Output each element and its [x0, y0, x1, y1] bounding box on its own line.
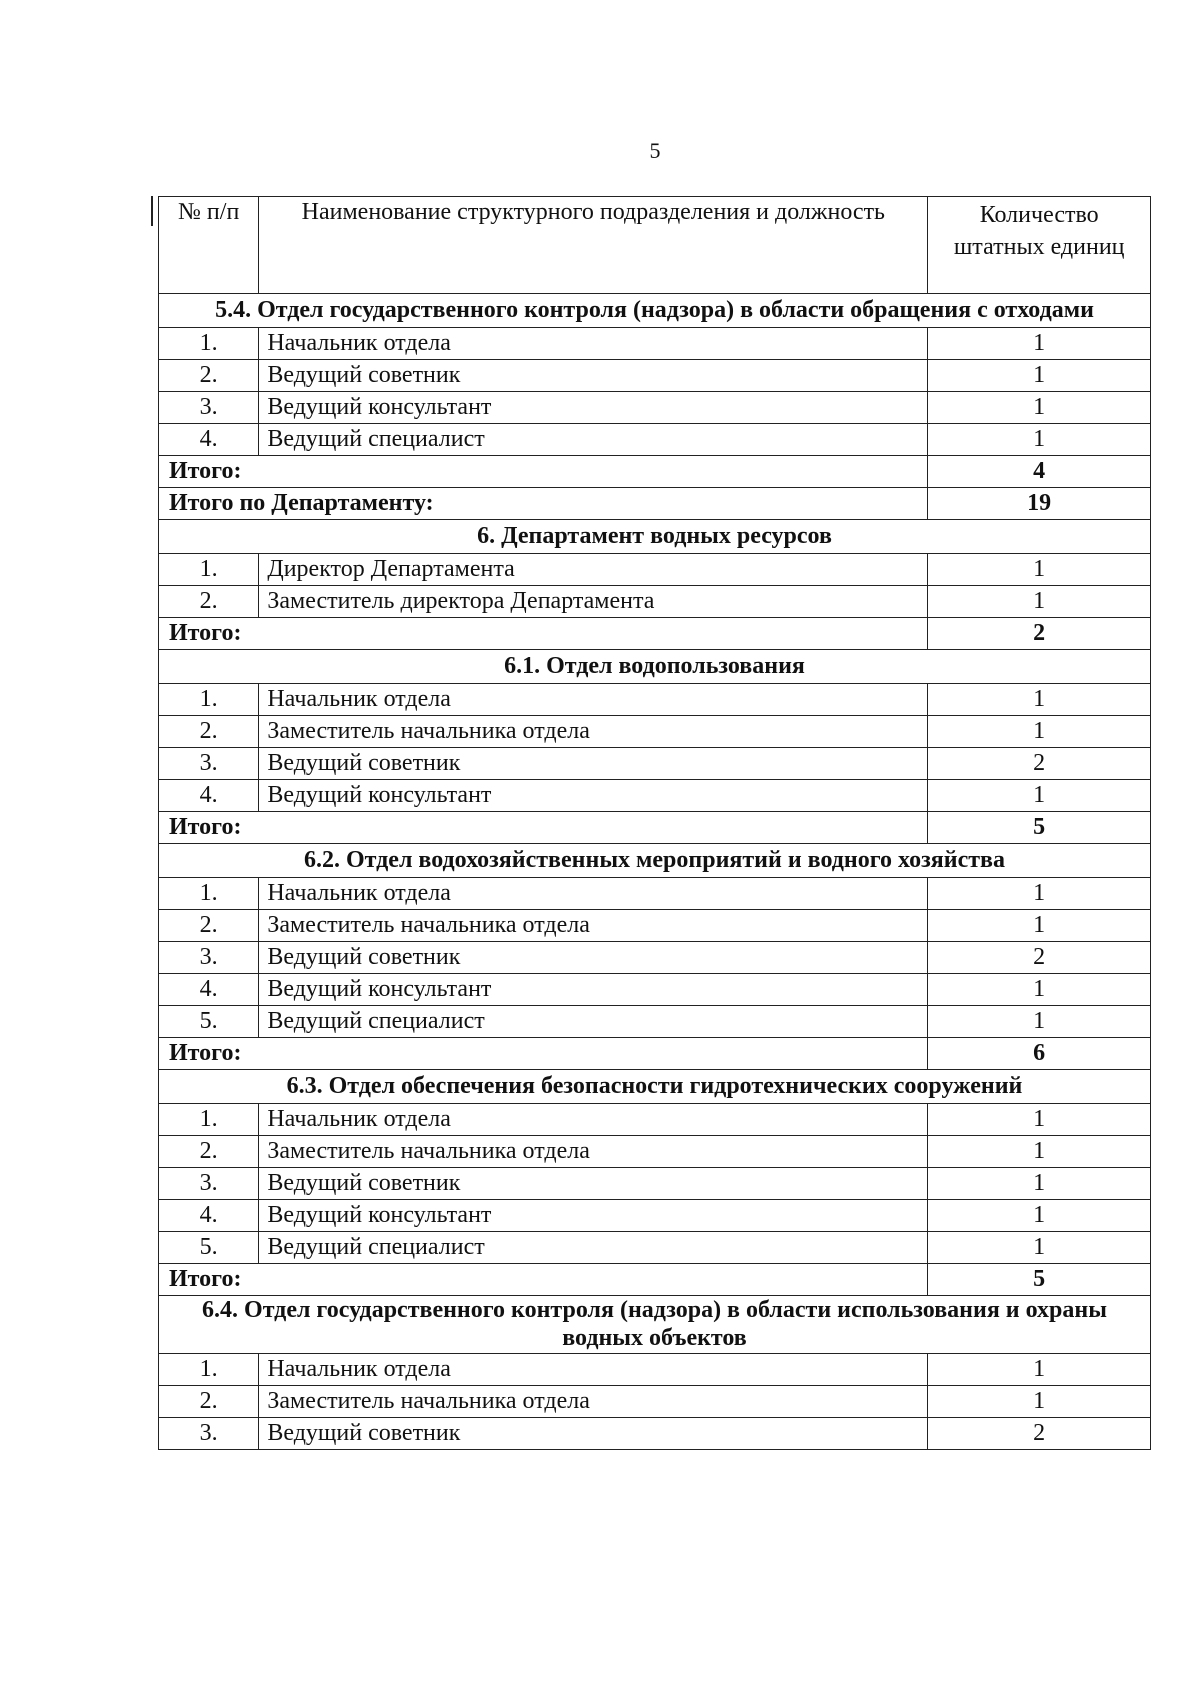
table-row: [159, 554, 1151, 586]
table-body: [159, 294, 1151, 1450]
row-number: 2.: [159, 1386, 259, 1418]
table-row: [159, 716, 1151, 748]
staff-count: 1: [928, 328, 1151, 360]
position-name: Начальник отдела: [259, 1354, 928, 1386]
row-number: 4.: [159, 974, 259, 1006]
header-number: № п/п: [159, 197, 259, 294]
section-heading-row: [159, 520, 1151, 554]
position-name: Ведущий советник: [259, 1418, 928, 1450]
position-name: Заместитель начальника отдела: [259, 910, 928, 942]
section-heading-row: [159, 294, 1151, 328]
total-count: 4: [928, 456, 1151, 488]
table-row: [159, 328, 1151, 360]
section-heading: 6. Департамент водных ресурсов: [159, 520, 1151, 554]
total-count: 2: [928, 618, 1151, 650]
staff-count: 1: [928, 586, 1151, 618]
row-number: 4.: [159, 1200, 259, 1232]
table-row: [159, 878, 1151, 910]
margin-mark: [151, 196, 153, 226]
row-number: 1.: [159, 1104, 259, 1136]
row-number: 2.: [159, 1136, 259, 1168]
table-row: [159, 974, 1151, 1006]
position-name: Начальник отдела: [259, 328, 928, 360]
staff-count: 1: [928, 360, 1151, 392]
table-row: [159, 748, 1151, 780]
table-row: [159, 684, 1151, 716]
row-number: 3.: [159, 1168, 259, 1200]
row-number: 1.: [159, 684, 259, 716]
position-name: Ведущий консультант: [259, 392, 928, 424]
table-row: [159, 1354, 1151, 1386]
table-row: [159, 1136, 1151, 1168]
total-row: [159, 1038, 1151, 1070]
staff-count: 2: [928, 1418, 1151, 1450]
staff-count: 1: [928, 684, 1151, 716]
position-name: Заместитель начальника отдела: [259, 1386, 928, 1418]
section-heading-row: [159, 1296, 1151, 1354]
total-row: [159, 456, 1151, 488]
position-name: Ведущий советник: [259, 748, 928, 780]
table-row: [159, 1168, 1151, 1200]
total-label: Итого:: [159, 456, 928, 488]
staff-count: 1: [928, 716, 1151, 748]
table-row: [159, 1006, 1151, 1038]
staff-count: 1: [928, 910, 1151, 942]
staff-count: 1: [928, 974, 1151, 1006]
total-label: Итого:: [159, 1264, 928, 1296]
row-number: 1.: [159, 878, 259, 910]
position-name: Директор Департамента: [259, 554, 928, 586]
section-heading: 6.3. Отдел обеспечения безопасности гидротехнических сооружений: [159, 1070, 1151, 1104]
table-row: [159, 392, 1151, 424]
header-quantity: Количество штатных единиц: [928, 197, 1151, 294]
header-name: Наименование структурного подразделения и должность: [259, 197, 928, 294]
row-number: 5.: [159, 1006, 259, 1038]
staff-count: 1: [928, 1354, 1151, 1386]
section-heading-row: [159, 844, 1151, 878]
row-number: 4.: [159, 780, 259, 812]
table-row: [159, 360, 1151, 392]
position-name: Ведущий специалист: [259, 424, 928, 456]
page-number: 5: [649, 138, 661, 163]
staff-count: 1: [928, 1386, 1151, 1418]
staff-count: 1: [928, 554, 1151, 586]
staffing-table: [158, 196, 1151, 1450]
position-name: Заместитель начальника отдела: [259, 716, 928, 748]
total-count: 5: [928, 812, 1151, 844]
total-row: [159, 1264, 1151, 1296]
position-name: Ведущий специалист: [259, 1006, 928, 1038]
staff-count: 1: [928, 392, 1151, 424]
total-row: [159, 812, 1151, 844]
staff-count: 1: [928, 424, 1151, 456]
staff-count: 1: [928, 1232, 1151, 1264]
table-row: [159, 1418, 1151, 1450]
row-number: 3.: [159, 1418, 259, 1450]
total-count: 6: [928, 1038, 1151, 1070]
position-name: Начальник отдела: [259, 1104, 928, 1136]
section-heading: 6.2. Отдел водохозяйственных мероприятий и водного хозяйства: [159, 844, 1151, 878]
row-number: 2.: [159, 360, 259, 392]
row-number: 1.: [159, 554, 259, 586]
staff-count: 1: [928, 878, 1151, 910]
total-label: Итого:: [159, 812, 928, 844]
section-heading: 6.4. Отдел государственного контроля (надзора) в области использования и охраны водных объектов: [159, 1296, 1151, 1354]
staff-count: 1: [928, 1200, 1151, 1232]
table-row: [159, 780, 1151, 812]
total-count: 19: [928, 488, 1151, 520]
total-count: 5: [928, 1264, 1151, 1296]
table-row: [159, 910, 1151, 942]
total-label: Итого:: [159, 618, 928, 650]
total-row: [159, 488, 1151, 520]
position-name: Ведущий советник: [259, 360, 928, 392]
row-number: 1.: [159, 328, 259, 360]
table-row: [159, 586, 1151, 618]
section-heading: 5.4. Отдел государственного контроля (надзора) в области обращения с отходами: [159, 294, 1151, 328]
table-row: [159, 424, 1151, 456]
row-number: 4.: [159, 424, 259, 456]
row-number: 2.: [159, 586, 259, 618]
position-name: Ведущий консультант: [259, 780, 928, 812]
staff-count: 1: [928, 1006, 1151, 1038]
total-label: Итого по Департаменту:: [159, 488, 928, 520]
position-name: Заместитель директора Департамента: [259, 586, 928, 618]
position-name: Ведущий специалист: [259, 1232, 928, 1264]
table-row: [159, 1200, 1151, 1232]
total-row: [159, 618, 1151, 650]
row-number: 3.: [159, 392, 259, 424]
position-name: Заместитель начальника отдела: [259, 1136, 928, 1168]
row-number: 3.: [159, 942, 259, 974]
row-number: 5.: [159, 1232, 259, 1264]
staff-count: 2: [928, 942, 1151, 974]
position-name: Ведущий советник: [259, 1168, 928, 1200]
staff-count: 1: [928, 1136, 1151, 1168]
position-name: Ведущий консультант: [259, 1200, 928, 1232]
row-number: 1.: [159, 1354, 259, 1386]
section-heading-row: [159, 1070, 1151, 1104]
section-heading: 6.1. Отдел водопользования: [159, 650, 1151, 684]
table-row: [159, 1104, 1151, 1136]
staff-count: 1: [928, 1104, 1151, 1136]
total-label: Итого:: [159, 1038, 928, 1070]
staff-count: 1: [928, 1168, 1151, 1200]
position-name: Ведущий консультант: [259, 974, 928, 1006]
position-name: Начальник отдела: [259, 684, 928, 716]
staff-count: 2: [928, 748, 1151, 780]
row-number: 3.: [159, 748, 259, 780]
row-number: 2.: [159, 910, 259, 942]
staff-count: 1: [928, 780, 1151, 812]
position-name: Ведущий советник: [259, 942, 928, 974]
row-number: 2.: [159, 716, 259, 748]
table-header-row: [159, 197, 1151, 294]
table-row: [159, 1386, 1151, 1418]
position-name: Начальник отдела: [259, 878, 928, 910]
table-row: [159, 1232, 1151, 1264]
section-heading-row: [159, 650, 1151, 684]
table-row: [159, 942, 1151, 974]
